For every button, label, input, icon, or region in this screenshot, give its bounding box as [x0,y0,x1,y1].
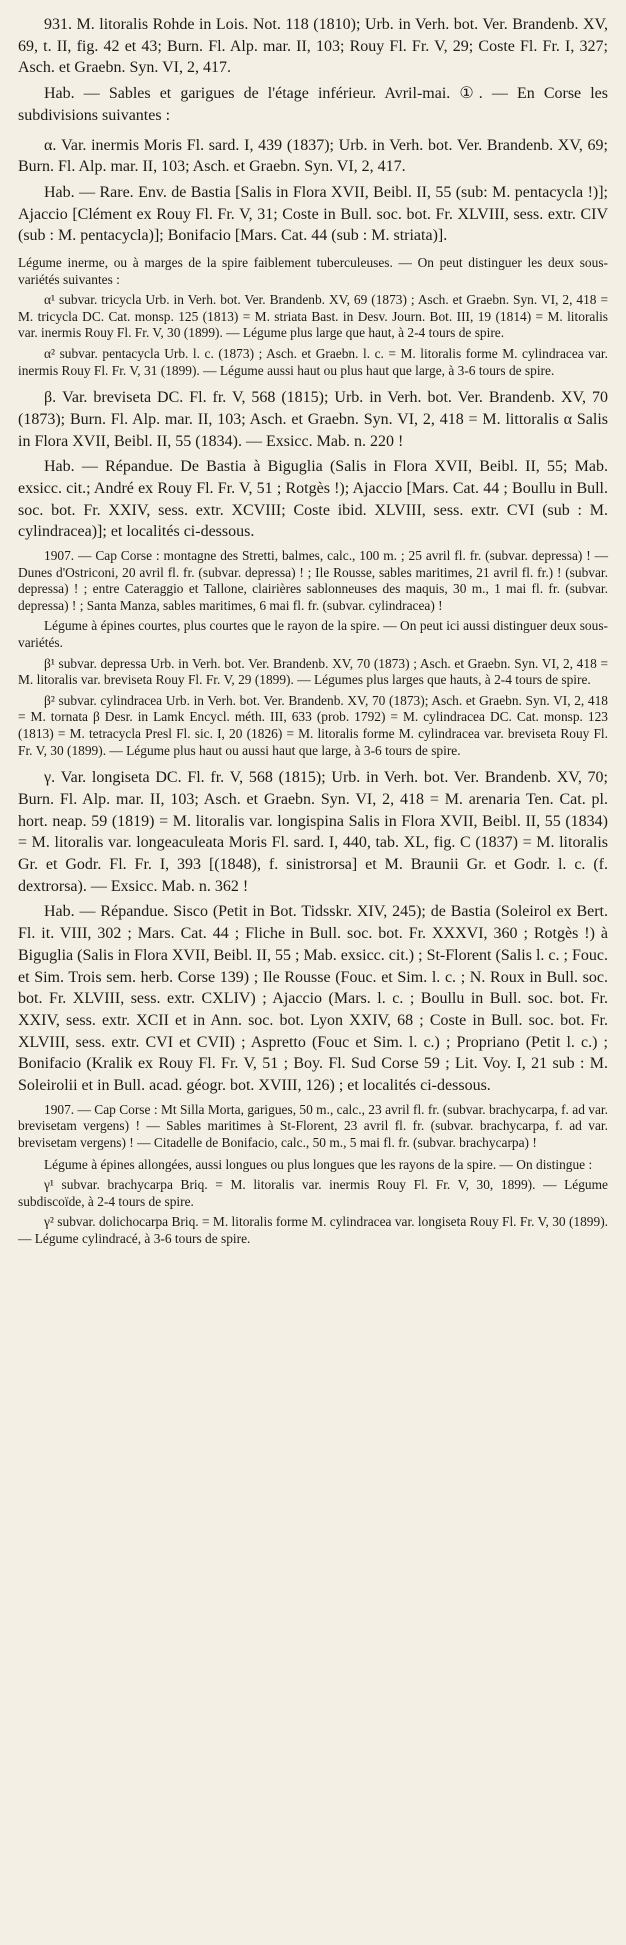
paragraph-var-longiseta-habitat: Hab. — Répandue. Sisco (Petit in Bot. Tidsskr. XIV, 245); de Bastia (Soleirol ex Bert. Fl. it. VIII, 302 ; Mars. Cat. 44 ; Fliche in Bull. soc. bot. Fr. XXXVI, 360 ; Rotgès !) à Biguglia (Salis in Flora XVII, Beibl. II, 55 ; Mab. exsicc. cit.) ; St-Florent (Salis l. c. ; Fouc. et Sim. Trois sem. herb. Corse 139) ; Ile Rousse (Fouc. et Sim. l. c. ; N. Roux in Bull. soc. bot. Fr. XLVIII, sess. extr. CXLIV) ; Ajaccio (Mars. l. c. ; Boullu in Bull. soc. bot. Fr. XXIV, sess. extr. XCII et in Ann. soc. bot. Lyon XXIV, 68 ; Coste in Bull. soc. bot. Fr. XLVIII, sess. extr. CVI et CVII) ; Aspretto (Fouc et Sim. l. c.) ; Propriano (Petit l. c.) ; Bonifacio (Kralik ex Rouy Fl. Fr. V, 51 ; Boy. Fl. Sud Corse 59 ; Lit. Voy. I, 21 sub : M. Soleirolii et in Bull. acad. géogr. bot. XVIII, 126) ; et localités ci-dessous. [18,903,608,1095]
paragraph-subvar-pentacycla: α² subvar. pentacycla Urb. l. c. (1873) ; Asch. et Graebn. l. c. = M. litoralis forme M. cylindracea var. inermis Rouy Fl. Fr. V, 31 (1899). — Légume aussi haut ou plus haut que large, à 3-6 tours de spire. [18,346,608,378]
paragraph-subvar-dolichocarpa: γ² subvar. dolichocarpa Briq. = M. litoralis forme M. cylindracea var. longiseta Rouy Fl. Fr. V, 30 (1899). — Légume cylindracé, à 3-6 tours de spire. [18,1214,608,1246]
paragraph-habitat: Hab. — Sables et garigues de l'étage inférieur. Avril-mai. ①. — En Corse les subdivisions suivantes : [18,85,608,124]
paragraph-subvar-depressa: β¹ subvar. depressa Urb. in Verh. bot. Ver. Brandenb. XV, 70 (1873) ; Asch. et Graebn. Syn. VI, 2, 418 = M. litoralis var. breviseta Rouy Fl. Fr. V, 29 (1899). — Légumes plus larges que hauts, à 2-4 tours de spire. [18,655,608,688]
paragraph-subvar-brachycarpa: γ¹ subvar. brachycarpa Briq. = M. litoralis var. inermis Rouy Fl. Fr. V, 30, 1899). — Légume subdiscoïde, à 2-4 tours de spire. [18,1177,608,1209]
paragraph-legume-allongees: Légume à épines allongées, aussi longues ou plus longues que les rayons de la spire. — On distingue : [44,1156,593,1172]
paragraph-var-breviseta: β. Var. breviseta DC. Fl. fr. V, 568 (1815); Urb. in Verh. bot. Ver. Brandenb. XV, 70 (1873); Burn. Fl. Alp. mar. II, 103; Asch. et Graebn. Syn. VI, 2, 418 = M. littoralis α Salis in Flora XVII, Beibl. II, 55 (1834). — Exsicc. Mab. n. 220 ! [18,389,608,450]
paragraph-var-breviseta-habitat: Hab. — Répandue. De Bastia à Biguglia (Salis in Flora XVII, Beibl. II, 55; Mab. exsicc. cit.; André ex Rouy Fl. Fr. V, 51 ; Rotgès !); Ajaccio [Mars. Cat. 44 ; Boullu in Bull. soc. bot. Fr. XXIV, sess. extr. XCVIII; Coste ibid. XLVIII, sess. extr. CVI (sub : M. cylindracea)]; et localités ci-dessous. [18,458,608,541]
paragraph-legume-inerme: Légume inerme, ou à marges de la spire faiblement tuberculeuses. — On peut distinguer les deux sous-variétés suivantes : [18,255,608,287]
paragraph-var-inermis-habitat: Hab. — Rare. Env. de Bastia [Salis in Flora XVII, Beibl. II, 55 (sub: M. pentacycla !)]; Ajaccio [Clément ex Rouy Fl. Fr. V, 31; Coste in Bull. soc. bot. Fr. XLVIII, sess. extr. CIV (sub : M. pentacycla)]; Bonifacio [Mars. Cat. 44 (sub : M. striata)]. [18,183,608,245]
paragraph-1907-breviseta: 1907. — Cap Corse : montagne des Stretti, balmes, calc., 100 m. ; 25 avril fl. fr. (subvar. depressa) ! — Dunes d'Ostriconi, 20 avril fl. fr. (subvar. depressa) ! ; Ile Rousse, sables maritimes, 21 avril fl. fr.) ! (subvar. depressa) ! ; entre Cateraggio et Tallone, clairières sablonneuses des maquis, 30 m., 1 mai fl. fr. (subvar. depressa) ! ; Santa Manza, sables maritimes, 6 mai fl. fr. (subvar. cylindracea) ! [18,548,608,613]
paragraph-legume-courtes: Légume à épines courtes, plus courtes que le rayon de la spire. — On peut ici aussi distinguer deux sous-variétés. [18,618,608,651]
paragraph-var-longiseta: γ. Var. longiseta DC. Fl. fr. V, 568 (1815); Urb. in Verh. bot. Ver. Brandenb. XV, 70; Burn. Fl. Alp. mar. II, 103; Asch. et Graebn. Syn. VI, 2, 418 = M. arenaria Ten. Cat. pl. hort. neap. 59 (1819) = M. litoralis var. longispina Salis in Flora XVII, Beibl. II, 55 (1834) = M. litoralis var. longeaculeata Moris Fl. sard. I, 440, tab. XL, fig. C (1837) = M. litoralis Gr. et Godr. Fl. Fr. I, 393 [(1848), f. sinistrorsa] et M. Braunii Gr. et Godr. l. c. (f. dextrorsa). — Exsicc. Mab. n. 362 ! [18,769,608,895]
paragraph-subvar-tricycla: α¹ subvar. tricycla Urb. in Verh. bot. Ver. Brandenb. XV, 69 (1873) ; Asch. et Graebn. Syn. VI, 2, 418 = M. tricycla DC. Cat. monsp. 125 (1813) = M. striata Bast. in Desv. Journ. Bot. III, 19 (1814) = M. litoralis var. inermis Rouy Fl. Fr. V, 30 (1899). — Légume plus large que haut, à 2-4 tours de spire. [18,292,608,341]
paragraph-subvar-cylindracea: β² subvar. cylindracea Urb. in Verh. bot. Ver. Brandenb. XV, 70 (1873); Asch. et Graebn. Syn. VI, 2, 418 = M. tornata β Desr. in Lamk Encycl. méth. III, 633 (prob. 1792) = M. cylindracea DC. Cat. monsp. 123 (1813) = M. tetracycla Presl Fl. sic. I, 20 (1826) = M. litoralis forme M. cylindracea var. breviseta Rouy Fl. Fr. V, 30 (1899). — Légume plus haut ou aussi haut que large, à 3-6 tours de spire. [18,692,608,758]
paragraph-1907-longiseta: 1907. — Cap Corse : Mt Silla Morta, garigues, 50 m., calc., 23 avril fl. fr. (subvar. brachycarpa, f. ad var. brevisetam vergens) ! — Sables maritimes à St-Florent, 23 avril fl. fr. (subvar. brachycarpa, f. ad var. brevisetam vergens) ! — Citadelle de Bonifacio, calc., 50 m., 5 mai fl. fr. (subvar. brachycarpa) ! [18,1101,608,1150]
paragraph-species-931: 931. M. litoralis Rohde in Lois. Not. 118 (1810); Urb. in Verh. bot. Ver. Brandenb. XV, 69, t. II, fig. 42 et 43; Burn. Fl. Alp. mar. II, 103; Rouy Fl. Fr. V, 29; Coste Fl. Fr. I, 327; Asch. et Graebn. Syn. VI, 2, 417. [18,16,608,77]
paragraph-var-inermis: α. Var. inermis Moris Fl. sard. I, 439 (1837); Urb. in Verh. bot. Ver. Brandenb. XV, 69; Burn. Fl. Alp. mar. II, 103; Asch. et Graebn. Syn. VI, 2, 417. [18,136,608,176]
